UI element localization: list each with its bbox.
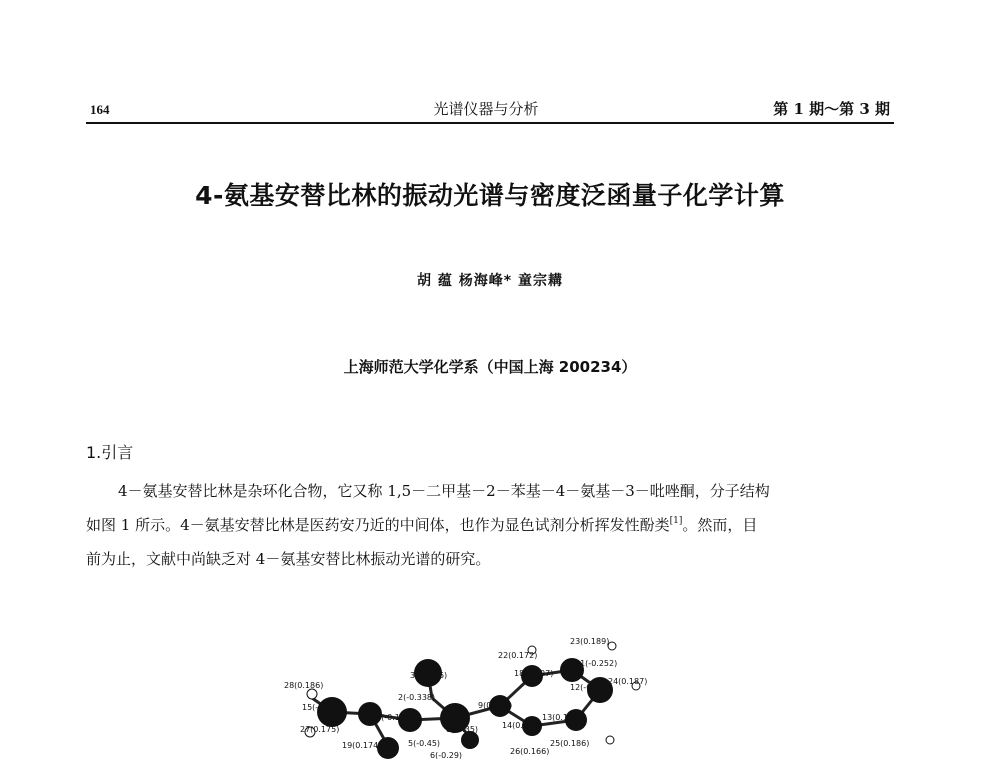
affiliation: 上海师范大学化学系（中国上海 200234） bbox=[343, 358, 637, 376]
atom-label: 15(-0.122) bbox=[302, 703, 345, 712]
paragraph-line: 前为止，文献中尚缺乏对 4－氨基安替比林振动光谱的研究。 bbox=[86, 550, 491, 568]
atom-label: 18(0.197) bbox=[514, 669, 554, 678]
page-number: 164 bbox=[90, 102, 110, 117]
author-list: 胡 蕴 杨海峰* 童宗耩 bbox=[417, 273, 563, 289]
atom-label: 22(0.172) bbox=[498, 651, 538, 660]
atom-label: 6(-0.29) bbox=[430, 751, 463, 759]
atom-label: 23(0.189) bbox=[570, 637, 610, 646]
atom-label: 28(0.186) bbox=[284, 681, 324, 690]
atom-label: 1(-0.198) bbox=[376, 713, 414, 722]
atom-label: 26(0.166) bbox=[510, 747, 550, 756]
molecular-structure-figure bbox=[270, 628, 670, 759]
atom-label: 14(0.198) bbox=[502, 721, 542, 730]
atom-label: 24(0.187) bbox=[608, 677, 648, 686]
atom-label: 13(0.190) bbox=[542, 713, 582, 722]
atom-label: 3(-0.576) bbox=[410, 671, 448, 680]
paragraph-line-text: 。然而，目 bbox=[682, 516, 758, 534]
issue-range: 第 1 期～第 3 期 bbox=[773, 100, 890, 118]
atom-label: 12(-0.197) bbox=[570, 683, 613, 692]
running-header bbox=[86, 96, 894, 124]
atom-label: 5(-0.45) bbox=[408, 739, 441, 748]
paragraph-line-text: 如图 1 所示。4－氨基安替比林是医药安乃近的中间体，也作为显色试剂分析挥发性酚类 bbox=[86, 516, 670, 534]
journal-name: 光谱仪器与分析 bbox=[433, 100, 539, 118]
citation-marker: [1] bbox=[669, 516, 683, 526]
paragraph-line: 4－氨基安替比林是杂环化合物，它又称 1,5－二甲基－2－苯基－4－氨基－3－吡唑酮，分子结构 bbox=[118, 482, 770, 500]
atom-label: 11(-0.252) bbox=[575, 659, 618, 668]
atom-label: 2(-0.338) bbox=[398, 693, 436, 702]
molecule-svg bbox=[270, 628, 670, 759]
paragraph-line bbox=[86, 508, 894, 542]
intro-paragraph bbox=[86, 474, 894, 576]
atom-label: 27(0.175) bbox=[300, 725, 340, 734]
atom-label: 19(0.174) bbox=[342, 741, 382, 750]
paper-title: 4-氨基安替比林的振动光谱与密度泛函量子化学计算 bbox=[195, 181, 785, 210]
atom-label: 9(0.142) bbox=[478, 701, 513, 710]
section-heading: 1.引言 bbox=[86, 443, 134, 462]
atom-label: 8(-0.35) bbox=[446, 725, 479, 734]
atom-label: 25(0.186) bbox=[550, 739, 590, 748]
